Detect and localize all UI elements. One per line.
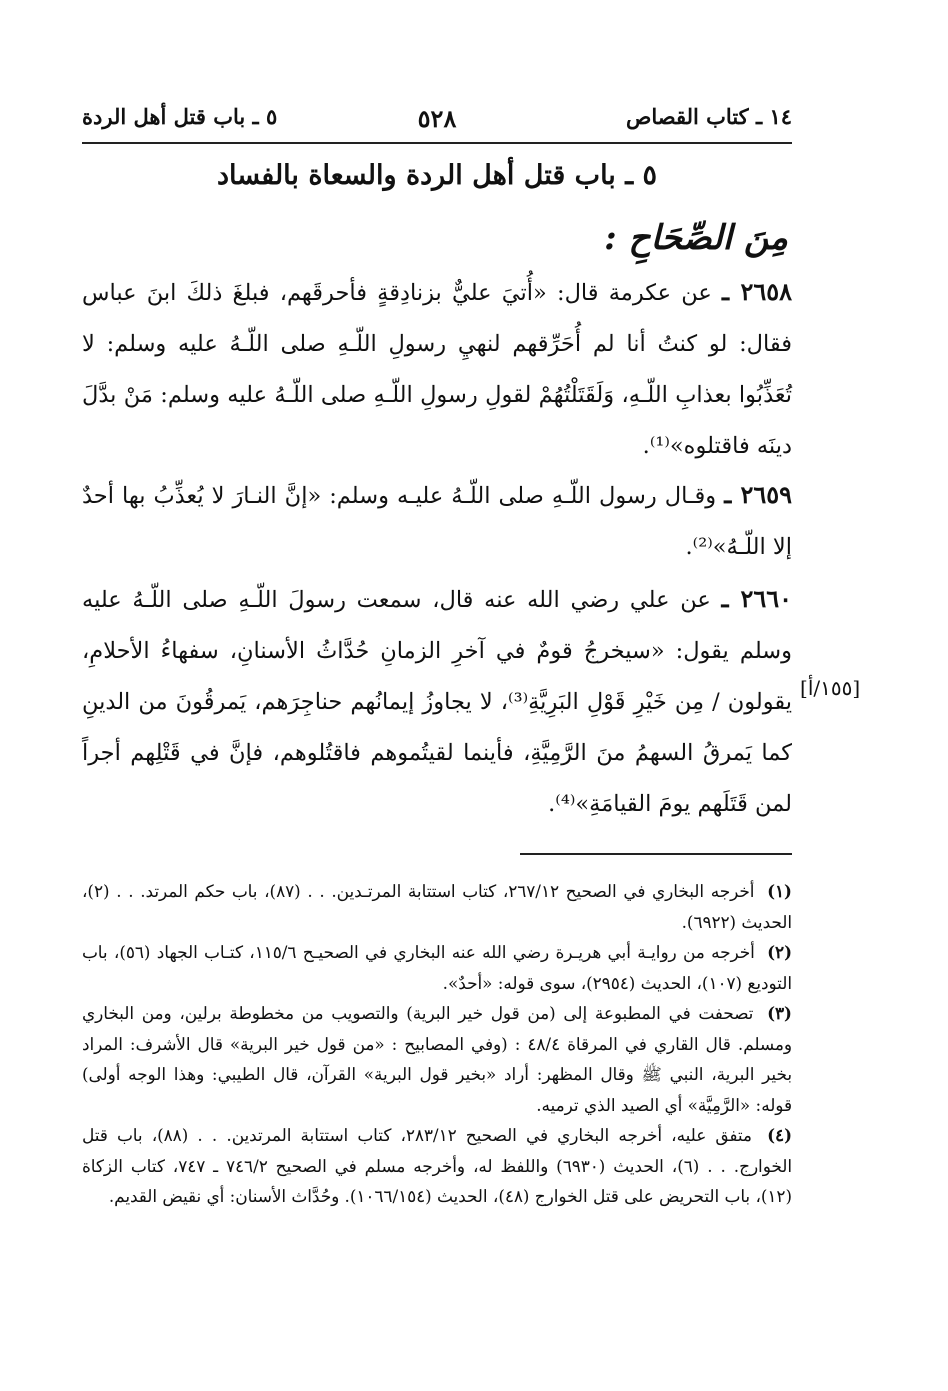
hadith-paragraph [82, 469, 792, 573]
hadith-text: وقـال رسول اللّـهِ صلى اللّـهُ عليـه وسلم: «إنَّ النـارَ لا يُعذِّبُ بها أحدٌ إلا اللّـهُ»⁽²⁾. [82, 483, 792, 560]
footnote-number: (٤) [767, 1125, 793, 1145]
footnotes [82, 876, 792, 1212]
hadith-paragraph [82, 573, 792, 830]
footnote-separator [520, 853, 792, 855]
footnote-text: متفق عليه، أخرجه البخاري في الصحيح ٢٨٣/١٢، كتاب استتابة المرتدين. . . (٨٨)، باب قتل الخوارج. . . (٦)، الحديث (٦٩٣٠) واللفظ له، وأخرجه مسلم في الصحيح ٧٤٦/٢ ـ ٧٤٧، كتاب الزكاة (١٢)، باب التحريض على قتل الخوارج (٤٨)، الحديث (١٠٦٦/١٥٤). وحُدَّاث الأسنان: أي نقيض القديم. [82, 1125, 792, 1206]
hadith-number: ٢٦٥٩ ـ [724, 480, 792, 509]
footnote [82, 1120, 792, 1212]
footnote-number: (١) [767, 881, 792, 901]
manuscript-folio-marker: [١٥٥/أ] [800, 676, 861, 700]
footnote-number: (٢) [767, 942, 793, 962]
hadith-number: ٢٦٥٨ ـ [722, 277, 793, 306]
header-book-title: ١٤ ـ كتاب القصاص [625, 104, 792, 129]
header-chapter-title: ٥ ـ باب قتل أهل الردة [82, 104, 278, 129]
chapter-title: ٥ ـ باب قتل أهل الردة والسعاة بالفساد [216, 160, 658, 191]
footnote-text: تصحفت في المطبوعة إلى (من قول خير البرية) والتصويب من مخطوطة برلين، ومن البخاري ومسلم. قال القاري في المرقاة ٤٨/٤ : (وفي المصابيح : «من قول خير البرية» قال الأشرف: المراد بخير البرية، النبي ﷺ وقال المظهر: أراد «بخير قول البرية» القرآن، قال الطيبي: وهذا الوجه أولى) قوله: «الرَّمِيَّة» أي الصيد الذي ترميه. [82, 1003, 792, 1115]
page-number: ٥٢٨ [417, 104, 457, 133]
footnote-text: أخرجه البخاري في الصحيح ٢٦٧/١٢، كتاب استتابة المرتـدين. . . (٨٧)، باب حكم المرتد. . . (٢)، الحديث (٦٩٢٢). [82, 881, 792, 932]
section-label: مِنَ الصِّحَاحِ : [604, 218, 788, 258]
running-header [82, 100, 792, 144]
footnote [82, 998, 792, 1120]
hadith-text: عن عكرمة قال: «أُتيَ عليٌّ بزنادِقةٍ فأحرقَهم، فبلغَ ذلكَ ابنَ عباس فقال: لو كنتُ أنا لم أُحَرِّقهم لنهيِ رسولِ اللّـهِ صلى اللّـهُ عليه وسلم: لا تُعَذِّبُوا بعذابِ اللّـهِ، وَلَقَتَلْتُهُمْ لقولِ رسولِ اللّـهِ صلى اللّـهُ عليه وسلم: مَنْ بدَّلَ دينَه فاقتلوه»⁽¹⁾. [82, 280, 792, 459]
footnote [82, 876, 792, 937]
footnote-number: (٣) [767, 1003, 792, 1023]
hadith-text: عن علي رضي الله عنه قال، سمعت رسولَ اللّـهِ صلى اللّـهُ عليه وسلم يقول: «سيخرجُ قومٌ في آخرِ الزمانِ حُدَّاثُ الأسنانِ، سفهاءُ الأحلامِ، يقولون / مِن خَيْرِ قَوْلِ البَرِيَّةِ⁽³⁾، لا يجاوزُ إيمانُهم حناجِرَهم، يَمرقُونَ من الدينِ كما يَمرقُ السهمُ منَ الرَّمِيَّةِ، فأينما لقيتُموهم فاقتُلوهم، فإنَّ في قَتْلِهم أجراً لمن قَتَلَهم يومَ القيامَةِ»⁽⁴⁾. [82, 587, 792, 817]
hadith-number: ٢٦٦٠ ـ [721, 584, 793, 613]
hadith-paragraph [82, 266, 792, 472]
footnote-text: أخرجه من روايـة أبي هريـرة رضي الله عنه البخاري في الصحيـح ١١٥/٦، كتـاب الجهاد (٥٦)، باب التوديع (١٠٧)، الحديث (٢٩٥٤)، سوى قوله: «أحدٌ». [82, 942, 792, 993]
footnote [82, 937, 792, 998]
